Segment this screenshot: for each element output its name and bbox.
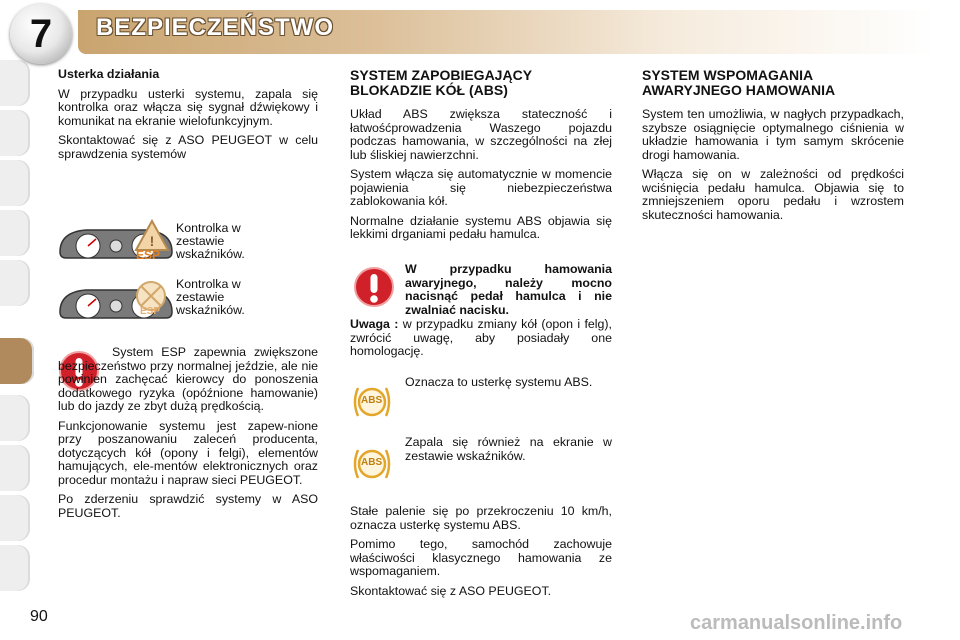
paragraph: System ESP zapewnia zwiększone bezpieczeństwo przy normalnej jeździe, ale nie powinien zachęcać kierowcy do ponoszenia dodatkowego ryzyka (opóźnione hamowanie) lub do jazdy ze zbyt dużą prędkością.	[58, 345, 318, 413]
uwaga-note	[350, 318, 612, 365]
paragraph: Normalne działanie systemu ABS objawia się lekkimi drganiami pedału hamulca.	[350, 213, 612, 241]
chapter-tab[interactable]	[0, 395, 30, 441]
paragraph: W przypadku hamowania awaryjnego, należy mocno nacisnąć pedał hamulca i nie zwalniać nacisku.	[405, 262, 612, 317]
column-right	[642, 68, 904, 228]
esp-off-label: ESP	[140, 306, 161, 317]
page-title: BEZPIECZEŃSTWO	[96, 14, 335, 41]
paragraph: Zapala się również na ekranie w zestawie wskaźników.	[405, 435, 612, 463]
abs-label: ABS	[361, 395, 383, 406]
paragraph: Układ ABS zwiększa stateczność i łatwośćprowadzenia Waszego pojazdu podczas hamowania, w szczególności na złej lub śliskiej nawierzchni.	[350, 107, 612, 162]
warning-exclamation-icon	[353, 266, 395, 313]
chapter-tab[interactable]	[0, 260, 30, 306]
abs-caption	[405, 436, 612, 469]
chapter-tab-active[interactable]	[0, 338, 34, 384]
lamp-caption: Kontrolka w zestawie wskaźników.	[176, 221, 245, 261]
column-left	[58, 68, 318, 167]
chapter-number-badge: 7	[10, 4, 72, 64]
paragraph: Po zderzeniu sprawdzić systemy w ASO PEUGEOT.	[58, 492, 318, 520]
abs-fault-text	[350, 505, 612, 604]
paragraph: Skontaktować się z ASO PEUGEOT w celu sprawdzenia systemów	[58, 133, 318, 161]
section-heading: SYSTEM ZAPOBIEGAJĄCY BLOKADZIE KÓŁ (ABS)	[350, 67, 532, 98]
paragraph: Włącza się on w zależności od prędkości wciśnięcia pedału hamulca. Objawia się to zmniejszeniem oporu pedału i wzrostem skuteczności hamowania.	[642, 167, 904, 222]
abs-warning-icon	[350, 382, 394, 427]
column-middle	[350, 68, 612, 248]
paragraph: Stałe palenie się po przekroczeniu 10 km/h, oznacza usterkę systemu ABS.	[350, 504, 612, 532]
chapter-tabs	[0, 0, 34, 640]
chapter-tab[interactable]	[0, 60, 30, 106]
paragraph: Pomimo tego, samochód zachowuje właściwości klasycznego hamowania ze wspomaganiem.	[350, 537, 612, 578]
paragraph: Skontaktować się z ASO PEUGEOT.	[350, 583, 552, 598]
section-heading: Usterka działania	[58, 67, 160, 81]
chapter-tab[interactable]	[0, 495, 30, 541]
abs-warning-icon	[350, 444, 394, 489]
section-heading: SYSTEM WSPOMAGANIA AWARYJNEGO HAMOWANIA	[642, 67, 836, 98]
abs-caption	[405, 376, 612, 396]
lamp-caption: Kontrolka w zestawie wskaźników.	[176, 277, 245, 317]
paragraph: Oznacza to usterkę systemu ABS.	[405, 375, 593, 389]
esp-label: ESP	[136, 248, 161, 262]
watermark: carmanualsonline.info	[690, 612, 903, 634]
chapter-tab[interactable]	[0, 545, 30, 591]
chapter-tab[interactable]	[0, 210, 30, 256]
paragraph: System włącza się automatycznie w momencie pojawienia się niebezpieczeństwa zablokowania kół.	[350, 167, 612, 208]
page-number: 90	[30, 608, 48, 625]
esp-off-icon	[132, 276, 170, 329]
uwaga-text: w przypadku zmiany kół (opon i felg), zwrócić uwagę, aby posiadały one homologację.	[350, 317, 612, 358]
chapter-tab[interactable]	[0, 445, 30, 491]
paragraph: System ten umożliwia, w nagłych przypadkach, szybsze osiągnięcie optymalnego ciśnienia w układzie hamowania i tym samym skrócenie drogi hamowania.	[642, 107, 904, 162]
chapter-tab[interactable]	[0, 110, 30, 156]
paragraph: W przypadku usterki systemu, zapala się kontrolka oraz włącza się sygnał dźwiękowy i komunikat na ekranie wielofunkcyjnym.	[58, 86, 318, 128]
svg-text:!: !	[149, 233, 155, 249]
chapter-tab[interactable]	[0, 160, 30, 206]
esp-warning-icon	[134, 218, 170, 271]
uwaga-label: Uwaga :	[350, 317, 399, 331]
abs-label: ABS	[361, 457, 383, 468]
paragraph: Funkcjonowanie systemu jest zapew-nione przy poszanowaniu zaleceń producenta, dotyczących kół (opony i felgi), elementów hamujących, ele-mentów elektronicznych oraz procedur montażu i napraw sieci PEUGEOT.	[58, 418, 318, 487]
esp-text-block	[58, 346, 318, 526]
emergency-braking-note	[405, 263, 612, 323]
